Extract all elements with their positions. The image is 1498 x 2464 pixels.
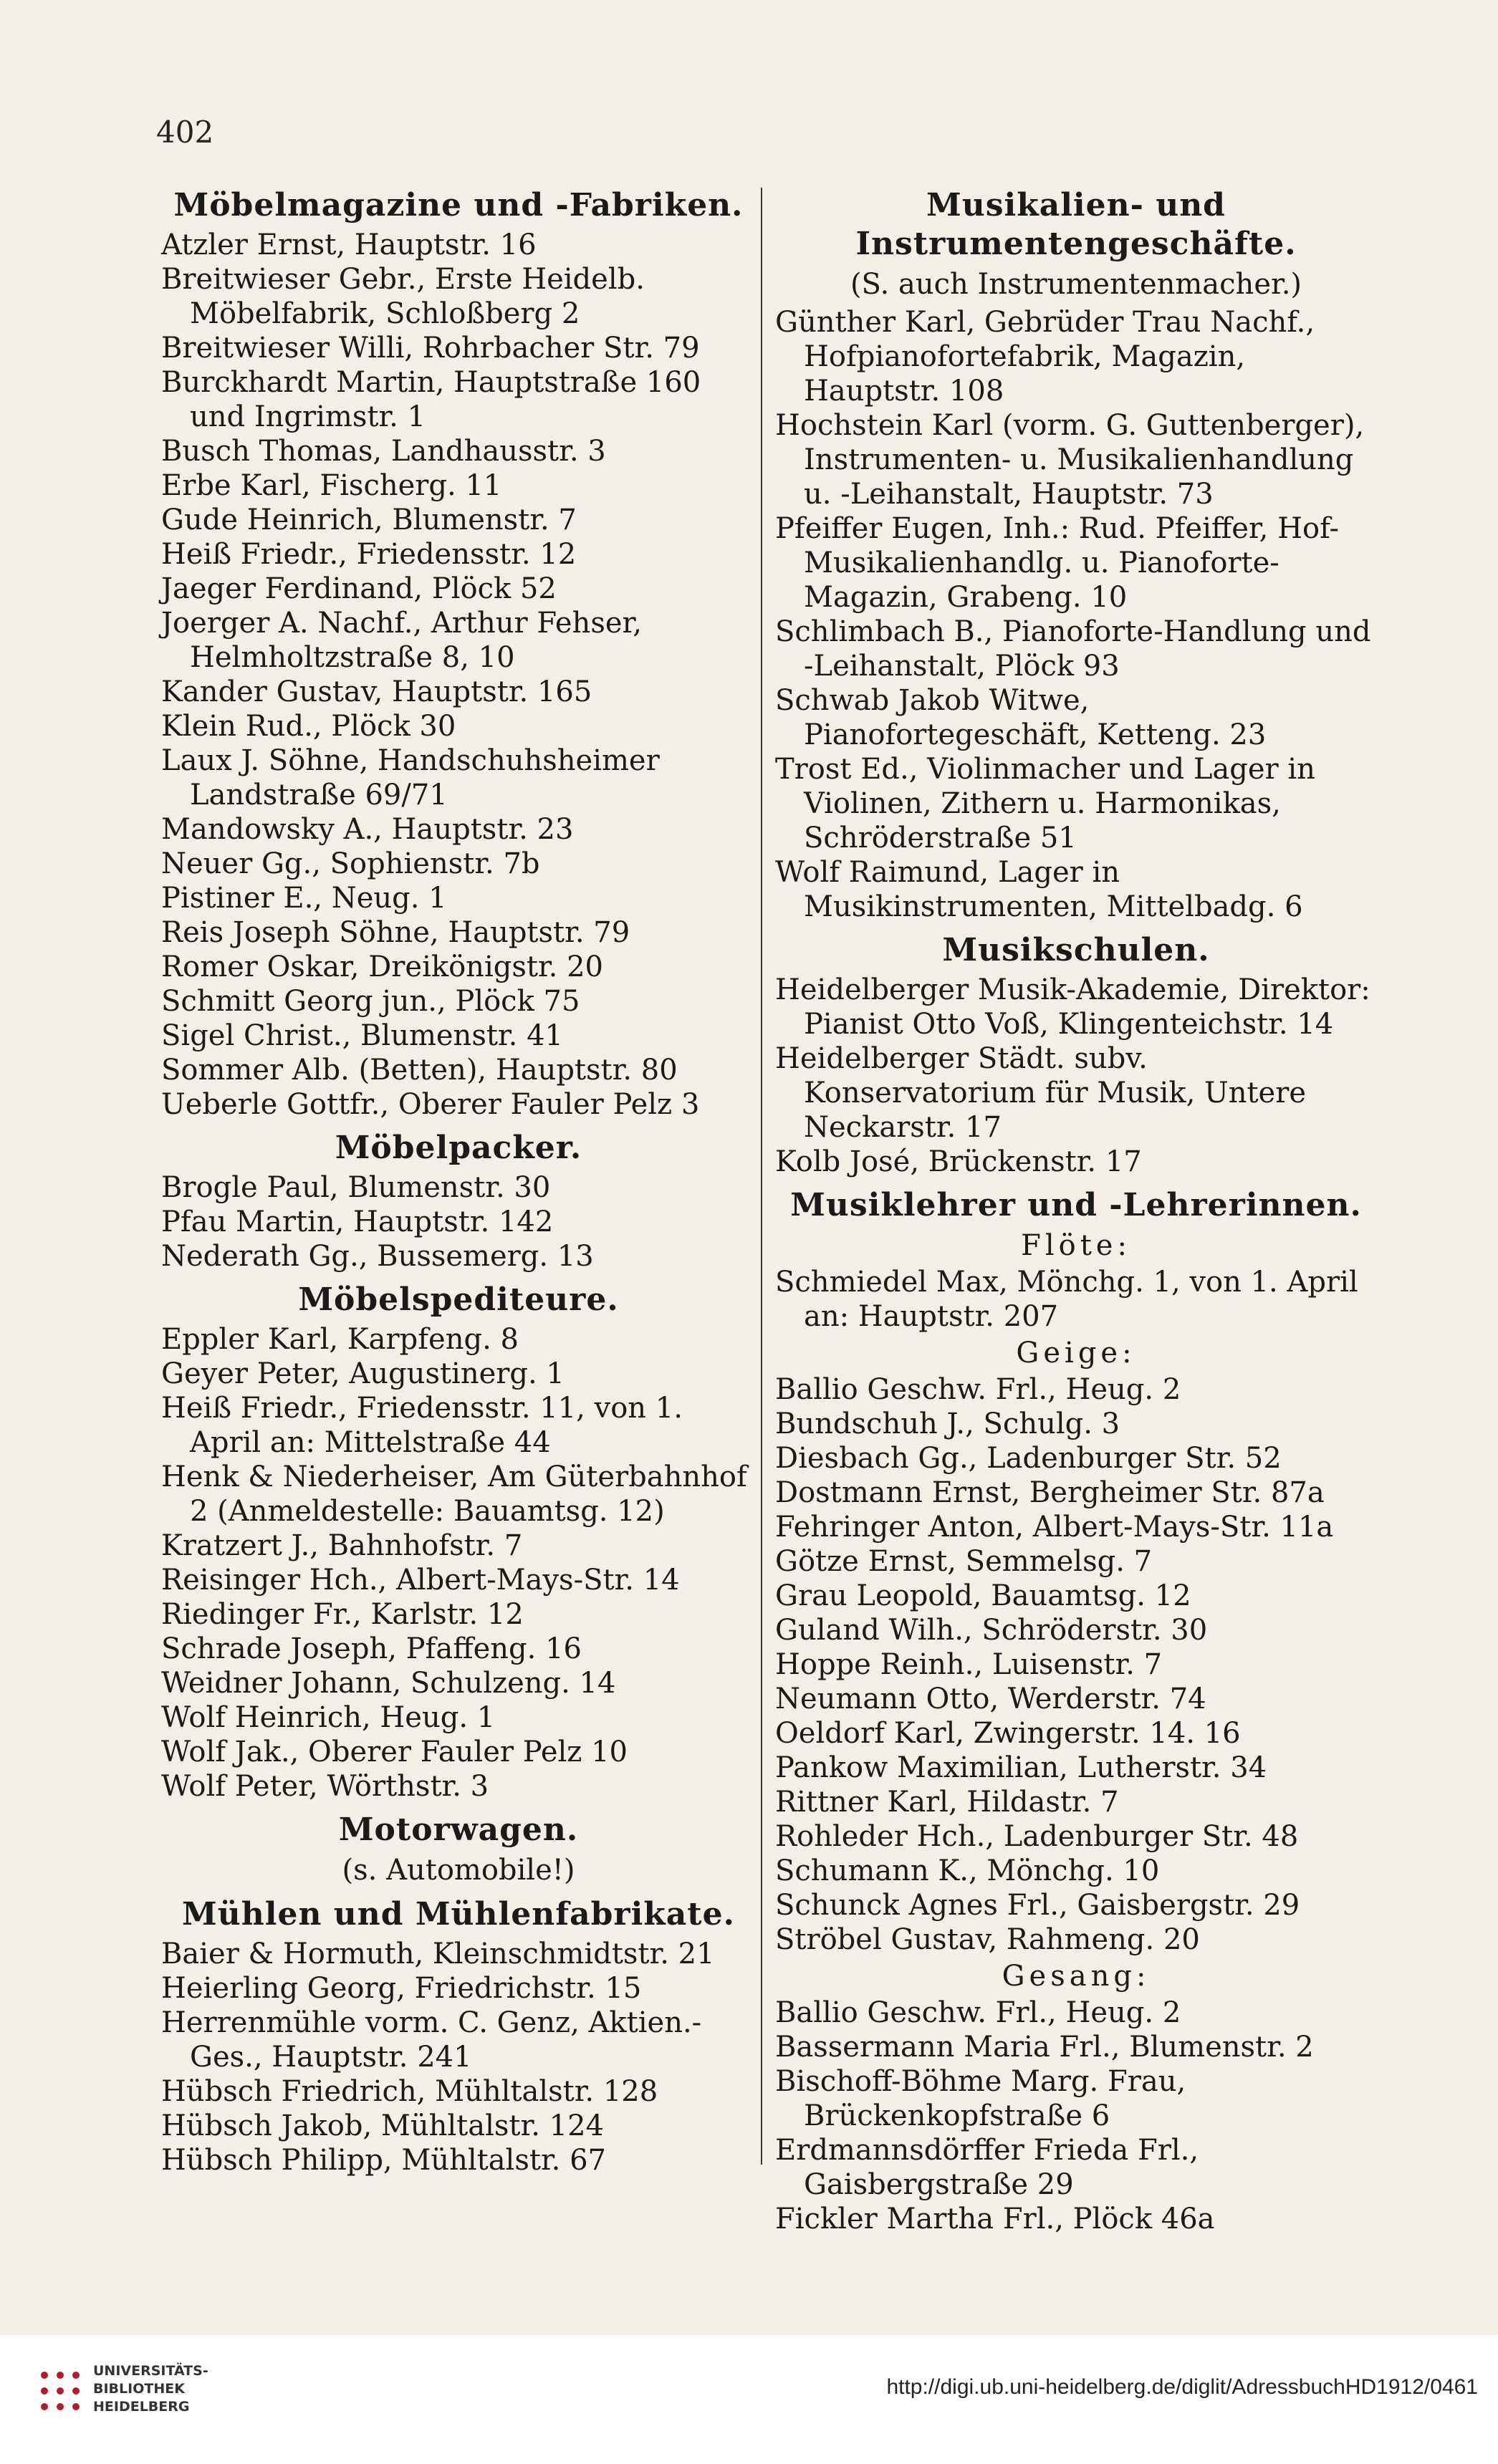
entry: Kratzert J., Bahnhofstr. 7 — [161, 1529, 523, 1562]
entry: Burckhardt Martin, Hauptstraße 160 und Ingrimstr. 1 — [161, 366, 701, 433]
entry: Weidner Johann, Schulzeng. 14 — [161, 1667, 616, 1700]
entry: Pfeiffer Eugen, Inh.: Rud. Pfeiffer, Hof-Musikalienhandlg. u. Pianoforte-Magazin, Grabeng. 10 — [775, 512, 1339, 614]
right-column — [775, 179, 1377, 2236]
entry: Reisinger Hch., Albert-Mays-Str. 14 — [161, 1564, 680, 1597]
entry: Bundschuh J., Schulg. 3 — [775, 1407, 1120, 1440]
section-moebelmagazine — [161, 186, 756, 1122]
logo-text-line: HEIDELBERG — [93, 2399, 190, 2415]
section-heading: Musiklehrer und -Lehrerinnen. — [790, 1187, 1362, 1223]
source-url-link[interactable]: http://digi.ub.uni-heidelberg.de/diglit/AdressbuchHD1912/0461 — [886, 2375, 1478, 2399]
page-number: 402 — [156, 115, 214, 150]
entry: Schunck Agnes Frl., Gaisbergstr. 29 — [775, 1889, 1300, 1922]
footer-bar — [0, 2335, 1498, 2464]
entry: Ueberle Gottfr., Oberer Fauler Pelz 3 — [161, 1088, 700, 1121]
entry: Wolf Raimund, Lager in Musikinstrumenten, Mittelbadg. 6 — [775, 856, 1303, 923]
entry: Riedinger Fr., Karlstr. 12 — [161, 1598, 524, 1631]
entry: Günther Karl, Gebrüder Trau Nachf., Hofpianofortefabrik, Magazin, Hauptstr. 108 — [775, 306, 1315, 408]
university-library-logo-icon — [34, 2365, 86, 2417]
entry: Wolf Peter, Wörthstr. 3 — [161, 1770, 489, 1803]
entry: Schumann K., Mönchg. 10 — [775, 1854, 1160, 1887]
section-subheading: (s. Automobile!) — [342, 1854, 575, 1887]
entry: Bischoff-Böhme Marg. Frau, Brückenkopfstraße 6 — [775, 2065, 1186, 2132]
entry: Ströbel Gustav, Rahmeng. 20 — [775, 1923, 1200, 1956]
logo-text — [93, 2362, 208, 2416]
entry: Heierling Georg, Friedrichstr. 15 — [161, 1972, 642, 2005]
entry: Hochstein Karl (vorm. G. Guttenberger), Instrumenten- u. Musikalienhandlung u. -Leihanstalt, Hauptstr. 73 — [775, 409, 1365, 511]
entry: Schlimbach B., Pianoforte-Handlung und -Leihanstalt, Plöck 93 — [775, 615, 1371, 683]
entry: Kolb José, Brückenstr. 17 — [775, 1145, 1142, 1178]
entry: Schwab Jakob Witwe, Pianofortegeschäft, Ketteng. 23 — [775, 684, 1267, 751]
entry: Herrenmühle vorm. C. Genz, Aktien.-Ges., Hauptstr. 241 — [161, 2006, 702, 2074]
entry: Brogle Paul, Blumenstr. 30 — [161, 1171, 551, 1204]
entry: Wolf Jak., Oberer Fauler Pelz 10 — [161, 1736, 628, 1768]
entry: Romer Oskar, Dreikönigstr. 20 — [161, 951, 603, 983]
entry: Jaeger Ferdinand, Plöck 52 — [161, 572, 557, 605]
entry: Dostmann Ernst, Bergheimer Str. 87a — [775, 1476, 1325, 1509]
entry: Geyer Peter, Augustinerg. 1 — [161, 1357, 565, 1390]
instrument-heading-gesang: Gesang: — [1002, 1960, 1151, 1993]
instrument-heading-geige: Geige: — [1016, 1337, 1136, 1370]
section-heading: Mühlen und Mühlenfabrikate. — [182, 1896, 735, 1933]
entry: Trost Ed., Violinmacher und Lager in Violinen, Zithern u. Harmonikas, Schröderstraße 51 — [775, 753, 1315, 855]
entry: Pankow Maximilian, Lutherstr. 34 — [775, 1751, 1267, 1784]
entry: Fickler Martha Frl., Plöck 46a — [775, 2203, 1215, 2236]
section-motorwagen — [161, 1811, 756, 1888]
entry: Heiß Friedr., Friedensstr. 12 — [161, 538, 577, 571]
section-musikalien — [775, 186, 1377, 924]
entry: Neumann Otto, Werderstr. 74 — [775, 1683, 1206, 1715]
entry: Atzler Ernst, Hauptstr. 16 — [161, 228, 537, 261]
entry: Busch Thomas, Landhausstr. 3 — [161, 435, 606, 468]
instrument-heading-floete: Flöte: — [1021, 1229, 1131, 1262]
entry: Heidelberger Städt. subv. Konservatorium für Musik, Untere Neckarstr. 17 — [775, 1042, 1307, 1144]
entry: Baier & Hormuth, Kleinschmidtstr. 21 — [161, 1938, 715, 1970]
entry: Hübsch Friedrich, Mühltalstr. 128 — [161, 2075, 658, 2108]
entry: Götze Ernst, Semmelsg. 7 — [775, 1545, 1153, 1578]
entry: Rittner Karl, Hildastr. 7 — [775, 1786, 1119, 1819]
entry: Pistiner E., Neug. 1 — [161, 882, 447, 915]
entry: Schmitt Georg jun., Plöck 75 — [161, 985, 580, 1018]
entry: Gude Heinrich, Blumenstr. 7 — [161, 504, 577, 536]
entry: Neuer Gg., Sophienstr. 7b — [161, 847, 540, 880]
entry: Ballio Geschw. Frl., Heug. 2 — [775, 1996, 1181, 2029]
entry: Erdmannsdörffer Frieda Frl., Gaisbergstraße 29 — [775, 2134, 1199, 2201]
entry: Oeldorf Karl, Zwingerstr. 14. 16 — [775, 1717, 1241, 1750]
entry: Henk & Niederheiser, Am Güterbahnhof 2 (Anmeldestelle: Bauamtsg. 12) — [161, 1460, 747, 1528]
entry: Nederath Gg., Bussemerg. 13 — [161, 1240, 594, 1273]
column-divider — [761, 188, 762, 2165]
section-musiklehrer — [775, 1186, 1377, 2236]
section-moebelspediteure — [161, 1281, 756, 1804]
entry: Fehringer Anton, Albert-Mays-Str. 11a — [775, 1511, 1334, 1544]
entry: Heiß Friedr., Friedensstr. 11, von 1. April an: Mittelstraße 44 — [161, 1392, 683, 1459]
entry: Diesbach Gg., Ladenburger Str. 52 — [775, 1442, 1282, 1475]
section-heading: Musikalien- und Instrumentengeschäfte. — [855, 187, 1297, 262]
entry: Breitwieser Gebr., Erste Heidelb. Möbelfabrik, Schloßberg 2 — [161, 263, 645, 330]
section-heading: Möbelpacker. — [335, 1130, 582, 1166]
entry: Grau Leopold, Bauamtsg. 12 — [775, 1579, 1191, 1612]
entry: Pfau Martin, Hauptstr. 142 — [161, 1205, 554, 1238]
entry: Eppler Karl, Karpfeng. 8 — [161, 1323, 519, 1356]
entry: Heidelberger Musik-Akademie, Direktor: Pianist Otto Voß, Klingenteichstr. 14 — [775, 973, 1370, 1041]
section-heading: Möbelspediteure. — [298, 1281, 619, 1318]
entry: Kander Gustav, Hauptstr. 165 — [161, 675, 592, 708]
entry: Hübsch Philipp, Mühltalstr. 67 — [161, 2144, 606, 2177]
section-musikschulen — [775, 931, 1377, 1179]
entry: Joerger A. Nachf., Arthur Fehser, Helmholtzstraße 8, 10 — [161, 607, 642, 674]
section-heading: Motorwagen. — [338, 1811, 579, 1848]
entry: Reis Joseph Söhne, Hauptstr. 79 — [161, 916, 630, 949]
entry: Wolf Heinrich, Heug. 1 — [161, 1701, 496, 1734]
section-subheading: (S. auch Instrumentenmacher.) — [850, 268, 1302, 301]
entry: Hoppe Reinh., Luisenstr. 7 — [775, 1648, 1163, 1681]
entry: Rohleder Hch., Ladenburger Str. 48 — [775, 1820, 1299, 1853]
entry: Guland Wilh., Schröderstr. 30 — [775, 1614, 1208, 1647]
entry: Sigel Christ., Blumenstr. 41 — [161, 1019, 563, 1052]
section-heading: Möbelmagazine und -Fabriken. — [173, 187, 744, 223]
entry: Bassermann Maria Frl., Blumenstr. 2 — [775, 2031, 1314, 2064]
entry: Laux J. Söhne, Handschuhsheimer Landstraße 69/71 — [161, 744, 660, 812]
section-heading: Musikschulen. — [942, 932, 1210, 968]
entry: Mandowsky A., Hauptstr. 23 — [161, 813, 574, 846]
logo-text-line: BIBLIOTHEK — [93, 2381, 185, 2397]
entry: Klein Rud., Plöck 30 — [161, 710, 456, 743]
section-muehlen — [161, 1895, 756, 2177]
entry: Schrade Joseph, Pfaffeng. 16 — [161, 1632, 582, 1665]
section-moebelpacker — [161, 1129, 756, 1274]
entry: Erbe Karl, Fischerg. 11 — [161, 469, 502, 502]
entry: Hübsch Jakob, Mühltalstr. 124 — [161, 2109, 604, 2142]
logo-text-line: UNIVERSITÄTS- — [93, 2363, 208, 2379]
entry: Breitwieser Willi, Rohrbacher Str. 79 — [161, 332, 700, 365]
entry: Schmiedel Max, Mönchg. 1, von 1. April an: Hauptstr. 207 — [775, 1266, 1358, 1333]
entry: Sommer Alb. (Betten), Hauptstr. 80 — [161, 1054, 678, 1087]
entry: Ballio Geschw. Frl., Heug. 2 — [775, 1373, 1181, 1406]
left-column — [161, 179, 756, 2177]
